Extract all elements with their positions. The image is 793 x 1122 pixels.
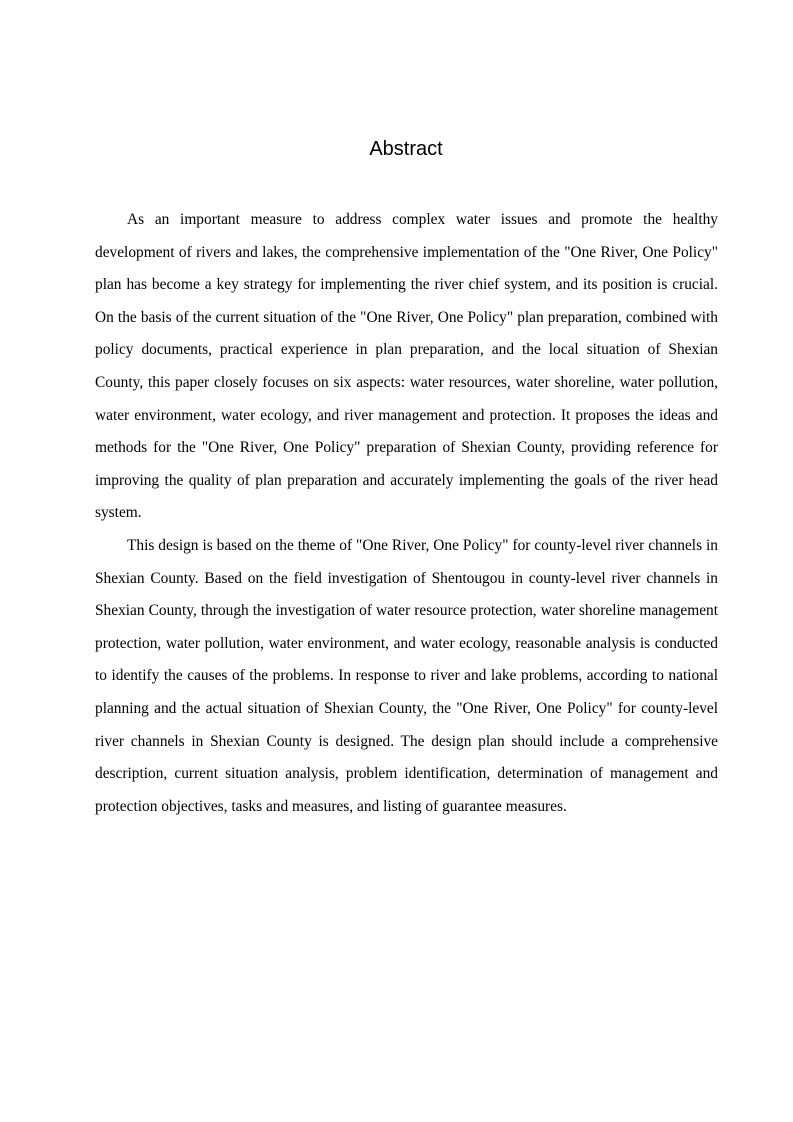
abstract-paragraph-1: As an important measure to address complex water issues and promote the healthy development of rivers and lakes, the comprehensive implementation of the "One River, One Policy" plan has become a key strategy for implementing the river chief system, and its position is crucial. On the basis of the current situation of the "One River, One Policy" plan preparation, combined with policy documents, practical experience in plan preparation, and the local situation of Shexian County, this paper closely focuses on six aspects: water resources, water shoreline, water pollution, water environment, water ecology, and river management and protection. It proposes the ideas and methods for the "One River, One Policy" preparation of Shexian County, providing reference for improving the quality of plan preparation and accurately implementing the goals of the river head system.	[95, 211, 718, 522]
abstract-body	[95, 204, 718, 823]
abstract-paragraph-2: This design is based on the theme of "One River, One Policy" for county-level river channels in Shexian County. Based on the field investigation of Shentougou in county-level river channels in Shexian County, through the investigation of water resource protection, water shoreline management protection, water pollution, water environment, and water ecology, reasonable analysis is conducted to identify the causes of the problems. In response to river and lake problems, according to national planning and the actual situation of Shexian County, the "One River, One Policy" for county-level river channels in Shexian County is designed. The design plan should include a comprehensive description, current situation analysis, problem identification, determination of management and protection objectives, tasks and measures, and listing of guarantee measures.	[95, 536, 718, 815]
abstract-title: Abstract	[369, 138, 443, 160]
